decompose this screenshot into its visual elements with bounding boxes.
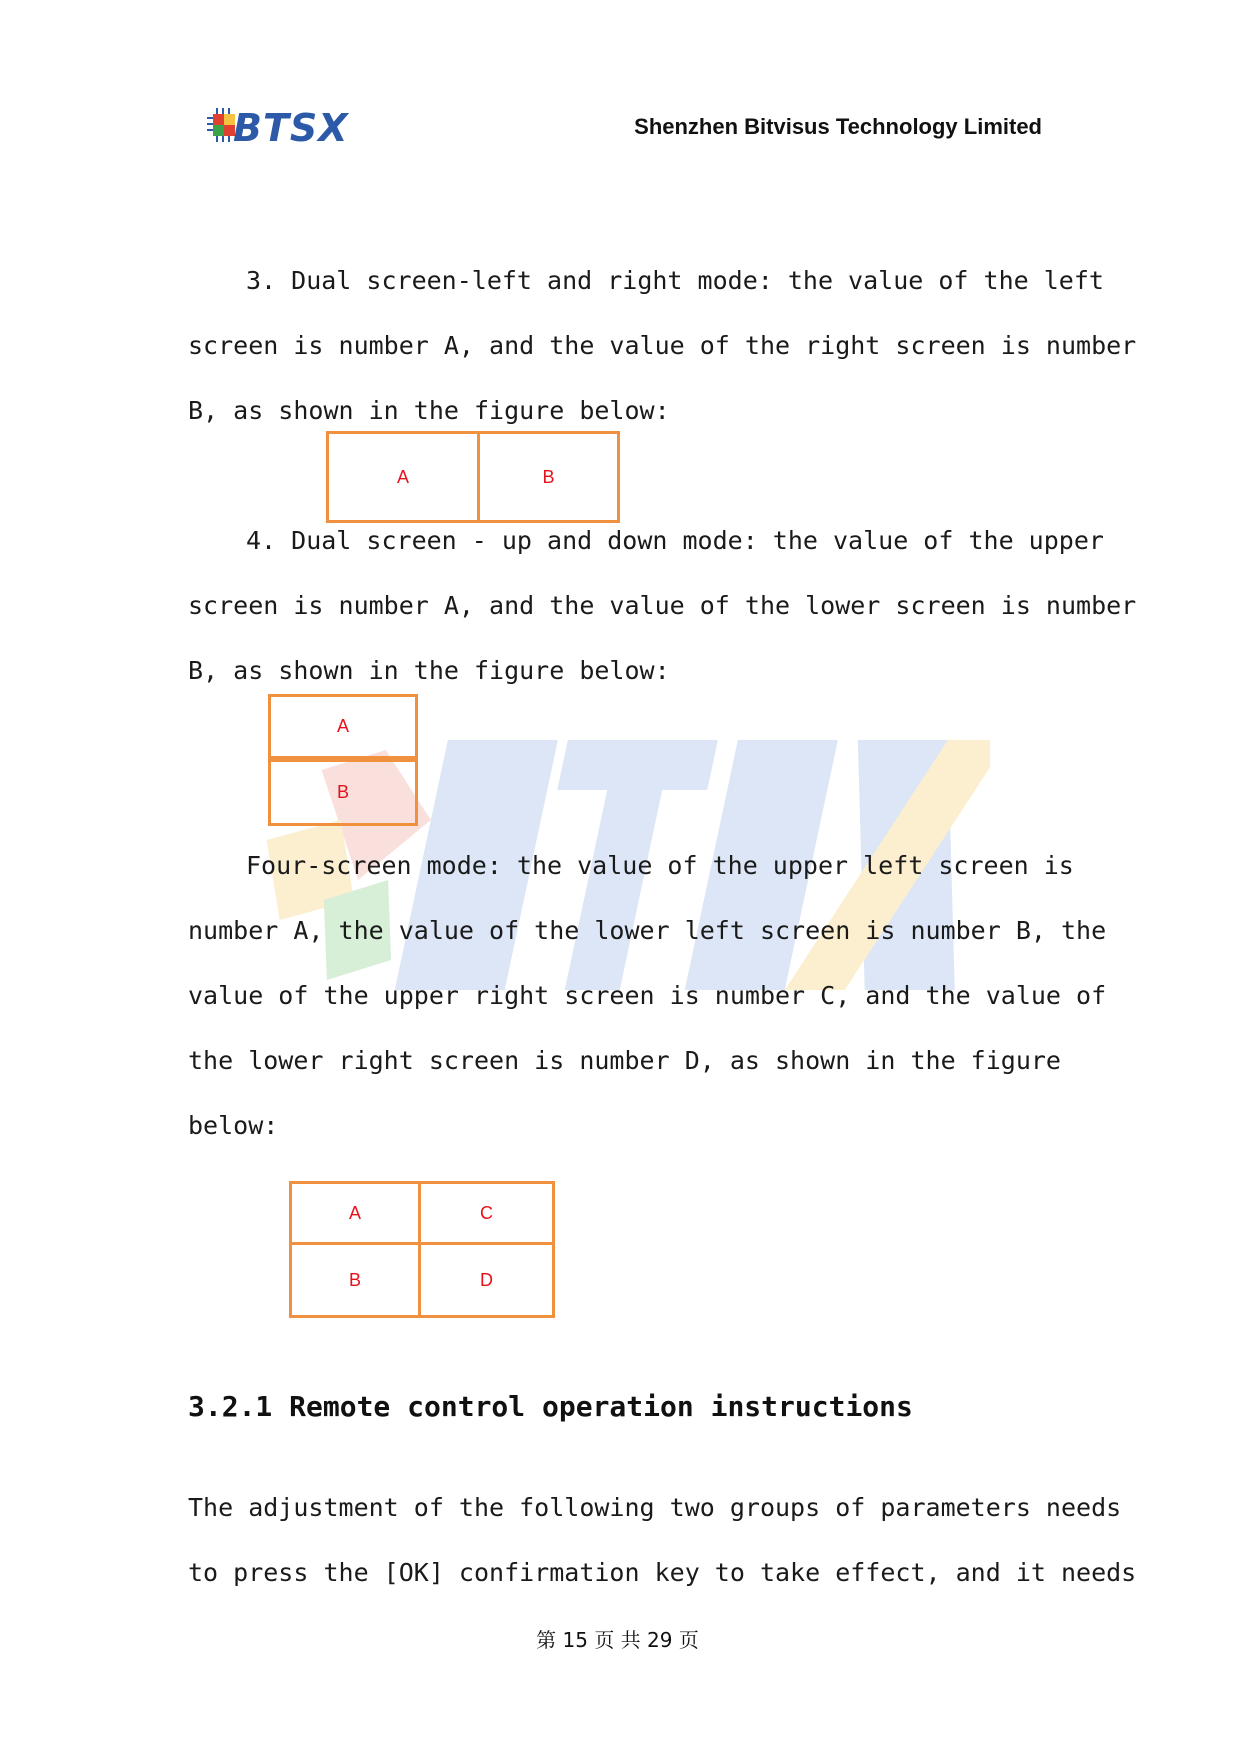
text-line: value of the upper right screen is number C, and the value of [188, 981, 1107, 1010]
four-screen-paragraph-cont [188, 898, 1107, 1158]
page-number: 第 15 页 共 29 页 [536, 1628, 699, 1652]
section-heading: 3.2.1 Remote control operation instructions [188, 1390, 913, 1423]
text-line: The adjustment of the following two groups of parameters needs [188, 1493, 1122, 1522]
screen-box-d: D [418, 1242, 555, 1318]
text-line: screen is number A, and the value of the lower screen is number [188, 591, 1137, 620]
text-line: below: [188, 1111, 279, 1140]
company-name: Shenzhen Bitvisus Technology Limited [634, 114, 1042, 139]
remote-paragraph [188, 1475, 1137, 1605]
company-logo [205, 104, 349, 154]
logo-text: BTSX [233, 106, 349, 150]
screen-box-a: A [326, 431, 480, 523]
text-line: screen is number A, and the value of the right screen is number [188, 331, 1137, 360]
screen-box-b: B [268, 759, 418, 826]
dual-ud-paragraph [188, 508, 1104, 573]
screen-box-b: B [289, 1242, 421, 1318]
text-line: 4. Dual screen - up and down mode: the value of the upper [246, 526, 1104, 555]
screen-box-c: C [418, 1181, 555, 1245]
dual-ud-paragraph-cont [188, 573, 1137, 703]
text-line: number A, the value of the lower left screen is number B, the [188, 916, 1107, 945]
dual-lr-paragraph-cont [188, 313, 1137, 443]
screen-box-a: A [289, 1181, 421, 1245]
text-line: Four-screen mode: the value of the upper left screen is [246, 851, 1074, 880]
four-screen-paragraph [188, 833, 1074, 898]
text-line: the lower right screen is number D, as shown in the figure [188, 1046, 1061, 1075]
text-line: B, as shown in the figure below: [188, 656, 670, 685]
screen-box-b: B [477, 431, 620, 523]
text-line: to press the [OK] confirmation key to take effect, and it needs [188, 1558, 1137, 1587]
text-line: 3. Dual screen-left and right mode: the value of the left [246, 266, 1104, 295]
screen-box-a: A [268, 694, 418, 759]
text-line: B, as shown in the figure below: [188, 396, 670, 425]
dual-lr-paragraph [188, 248, 1104, 313]
